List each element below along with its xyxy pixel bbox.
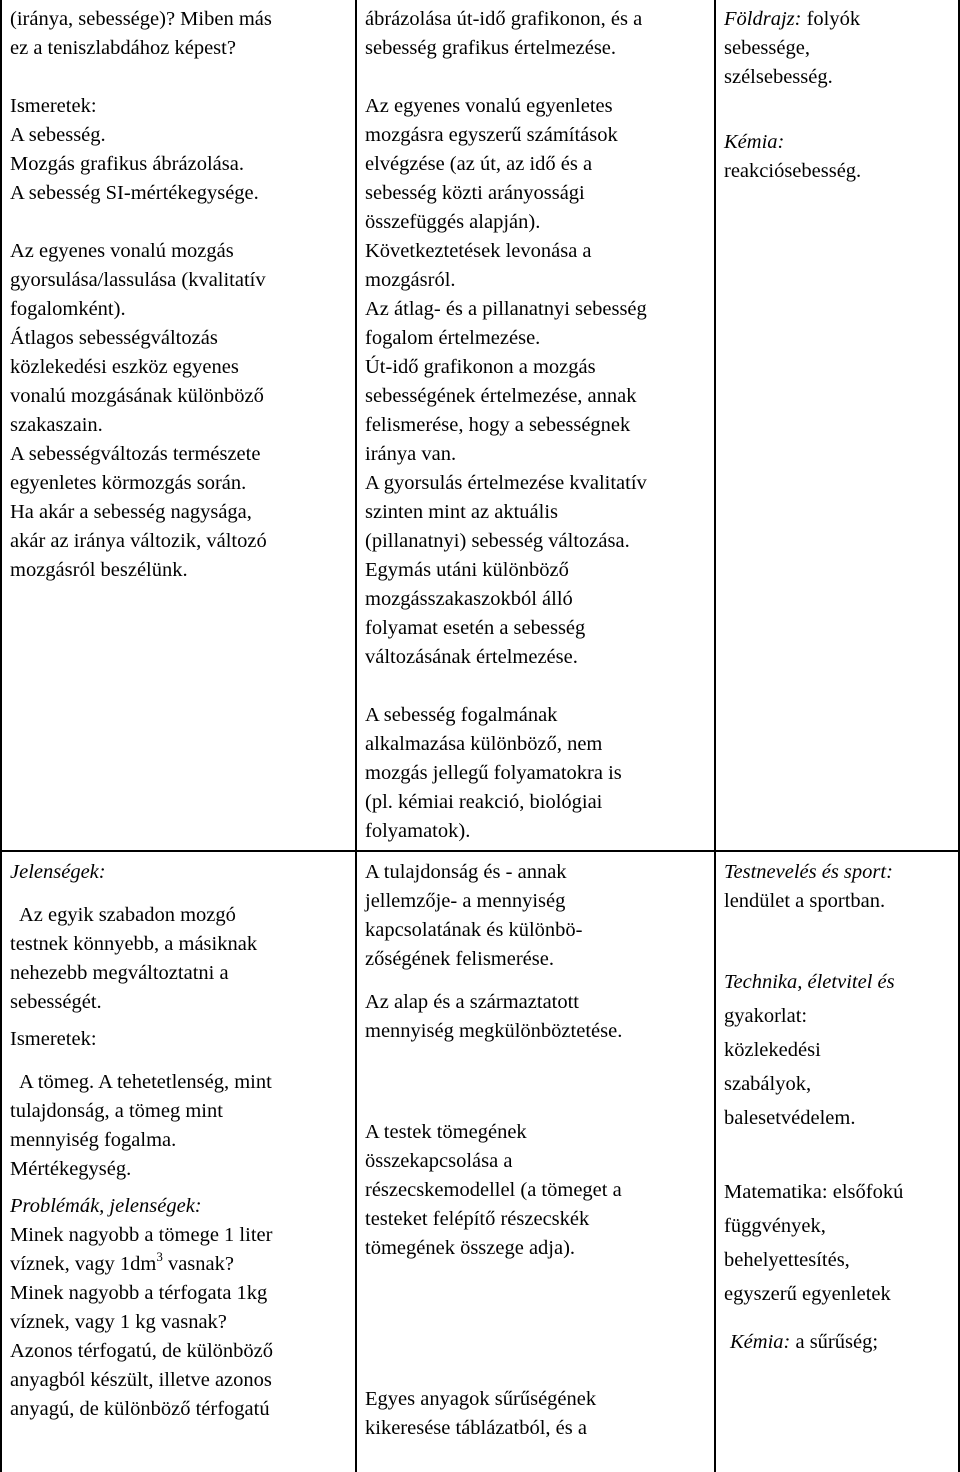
row2-col1-cell	[10, 858, 352, 1424]
text-line: testnek könnyebb, a másiknak	[10, 933, 258, 955]
superscript: 3	[156, 1249, 163, 1264]
text-line: akár az iránya változik, változó	[10, 530, 267, 552]
text-line	[724, 1175, 954, 1209]
text-line: iránya van.	[365, 443, 457, 465]
text-line: A sebesség fogalmának	[365, 704, 558, 726]
text-line: A sebességváltozás természete	[10, 443, 261, 465]
kemia-label: Kémia:	[730, 1331, 791, 1353]
table-border-left	[0, 0, 2, 1472]
text-line: Az egyenes vonalú egyenletes	[365, 95, 613, 117]
text-line: mozgásszakaszokból álló	[365, 588, 573, 610]
text-line: Az átlag- és a pillanatnyi sebesség	[365, 298, 647, 320]
text-line: vonalú mozgásának különböző	[10, 385, 264, 407]
text-line: elvégzése (az út, az idő és a	[365, 153, 593, 175]
text-line: közlekedési	[724, 1039, 821, 1061]
text-line: mennyiség megkülönböztetése.	[365, 1020, 623, 1042]
column-divider-1	[355, 0, 357, 1472]
text-line: lendület a sportban.	[724, 890, 886, 912]
text-line: szabályok,	[724, 1073, 812, 1095]
text-line: nehezebb megváltoztatni a	[10, 962, 229, 984]
text-line: fogalom értelmezése.	[365, 327, 541, 349]
row1-col2-cell	[365, 5, 711, 846]
foldrajz-label: Földrajz:	[724, 8, 802, 30]
text-line: sebesség grafikus értelmezése.	[365, 37, 617, 59]
ismeretek-heading: Ismeretek:	[10, 1028, 97, 1050]
text-line: sebesség közti arányossági	[365, 182, 585, 204]
text-line: szakaszain.	[10, 414, 103, 436]
text-fragment: víznek, vagy 1dm	[10, 1253, 157, 1275]
text-line: sebességét.	[10, 991, 102, 1013]
text-line: változásának értelmezése.	[365, 646, 578, 668]
text-line: sebessége,	[724, 37, 810, 59]
text-line: összekapcsolása a	[365, 1150, 513, 1172]
text-line: folyamatok).	[365, 820, 471, 842]
text-line: A testek tömegének	[365, 1121, 527, 1143]
text-line: kapcsolatának és különbö-	[365, 919, 583, 941]
technika-label-cont: gyakorlat:	[724, 1005, 808, 1027]
text-line: Minek nagyobb a tömege 1 liter	[10, 1224, 273, 1246]
text-line: (iránya, sebessége)? Miben más	[10, 8, 272, 30]
row1-col3-cell	[724, 5, 954, 186]
text-line: Egyes anyagok sűrűségének	[365, 1388, 597, 1410]
column-divider-2	[714, 0, 716, 1472]
text-line: Átlagos sebességváltozás	[10, 327, 218, 349]
text-line: behelyettesítés,	[724, 1249, 850, 1271]
text-line: egyenletes körmozgás során.	[10, 472, 247, 494]
text-line: zőségének felismerése.	[365, 948, 554, 970]
testneveles-label: Testnevelés és sport:	[724, 861, 893, 883]
text-line: Az alap és a származtatott	[365, 991, 579, 1013]
technika-label: Technika, életvitel és	[724, 971, 895, 993]
text-line: kikeresése táblázatból, és a	[365, 1417, 587, 1439]
text-line: A sebesség SI-mértékegysége.	[10, 182, 259, 204]
text-line: összefüggés alapján).	[365, 211, 541, 233]
text-line: víznek, vagy 1 kg vasnak?	[10, 1311, 227, 1333]
text-line: közlekedési eszköz egyenes	[10, 356, 239, 378]
text-line: Következtetések levonása a	[365, 240, 592, 262]
row2-col2-cell	[365, 858, 711, 1443]
text-line: jellemzője- a mennyiség	[365, 890, 566, 912]
text-line	[724, 5, 954, 34]
text-line: felismerése, hogy a sebességnek	[365, 414, 631, 436]
text-line: Azonos térfogatú, de különböző	[10, 1340, 274, 1362]
text-line: részecskemodellel (a tömeget a	[365, 1179, 622, 1201]
text-line: ez a teniszlabdához képest?	[10, 37, 236, 59]
text-line: sebességének értelmezése, annak	[365, 385, 637, 407]
text-line: (pillanatnyi) sebesség változása.	[365, 530, 630, 552]
text-line	[724, 1325, 954, 1359]
text-line: A tömeg. A tehetetlenség, mint	[19, 1071, 272, 1093]
text-line: balesetvédelem.	[724, 1107, 856, 1129]
text-line: egyszerű egyenletek	[724, 1283, 891, 1305]
jelensegek-heading: Jelenségek:	[10, 861, 106, 883]
text-line: mennyiség fogalma.	[10, 1129, 177, 1151]
text-line: anyagból készült, illetve azonos	[10, 1369, 272, 1391]
kemia-text: a sűrűség;	[790, 1331, 879, 1353]
text-line: Ha akár a sebesség nagysága,	[10, 501, 252, 523]
text-line: Mozgás grafikus ábrázolása.	[10, 153, 244, 175]
text-line: (pl. kémiai reakció, biológiai	[365, 791, 603, 813]
text-line: Út-idő grafikonon a mozgás	[365, 356, 596, 378]
text-line: tömegének összege adja).	[365, 1237, 576, 1259]
text-line: folyamat esetén a sebesség	[365, 617, 586, 639]
text-line: anyagú, de különböző térfogatú	[10, 1398, 270, 1420]
text-line: A tulajdonság és - annak	[365, 861, 567, 883]
text-line: gyorsulása/lassulása (kvalitatív	[10, 269, 266, 291]
row-divider	[0, 850, 960, 852]
text-line: Az egyik szabadon mozgó	[19, 904, 236, 926]
text-line: reakciósebesség.	[724, 160, 862, 182]
row2-col3-cell	[724, 858, 954, 1359]
row1-col1-cell	[10, 5, 352, 585]
text-line: A gyorsulás értelmezése kvalitatív	[365, 472, 647, 494]
text-line: alkalmazása különböző, nem	[365, 733, 603, 755]
text-fragment: vasnak?	[162, 1253, 234, 1275]
text-line: mozgásról beszélünk.	[10, 559, 188, 581]
text-line: mozgás jellegű folyamatokra is	[365, 762, 622, 784]
text-line: függvények,	[724, 1215, 826, 1237]
text-line: tulajdonság, a tömeg mint	[10, 1100, 223, 1122]
text-line: Egymás utáni különböző	[365, 559, 569, 581]
foldrajz-text: folyók	[801, 8, 861, 30]
text-line: mozgásról.	[365, 269, 456, 291]
text-line: Mértékegység.	[10, 1158, 132, 1180]
text-line	[10, 1250, 352, 1279]
text-line: testeket felépítő részecskék	[365, 1208, 590, 1230]
text-line: mozgásra egyszerű számítások	[365, 124, 618, 146]
text-line: fogalomként).	[10, 298, 126, 320]
kemia-label: Kémia:	[724, 131, 785, 153]
matematika-text: elsőfokú	[827, 1181, 904, 1203]
text-line: szélsebesség.	[724, 66, 833, 88]
text-line: ábrázolása út-idő grafikonon, és a	[365, 8, 643, 30]
text-line: Minek nagyobb a térfogata 1kg	[10, 1282, 268, 1304]
problemak-heading: Problémák, jelenségek:	[10, 1195, 202, 1217]
text-line: A sebesség.	[10, 124, 106, 146]
ismeretek-heading: Ismeretek:	[10, 95, 97, 117]
text-line: szinten mint az aktuális	[365, 501, 558, 523]
matematika-label: Matematika:	[724, 1181, 828, 1203]
text-line: Az egyenes vonalú mozgás	[10, 240, 234, 262]
